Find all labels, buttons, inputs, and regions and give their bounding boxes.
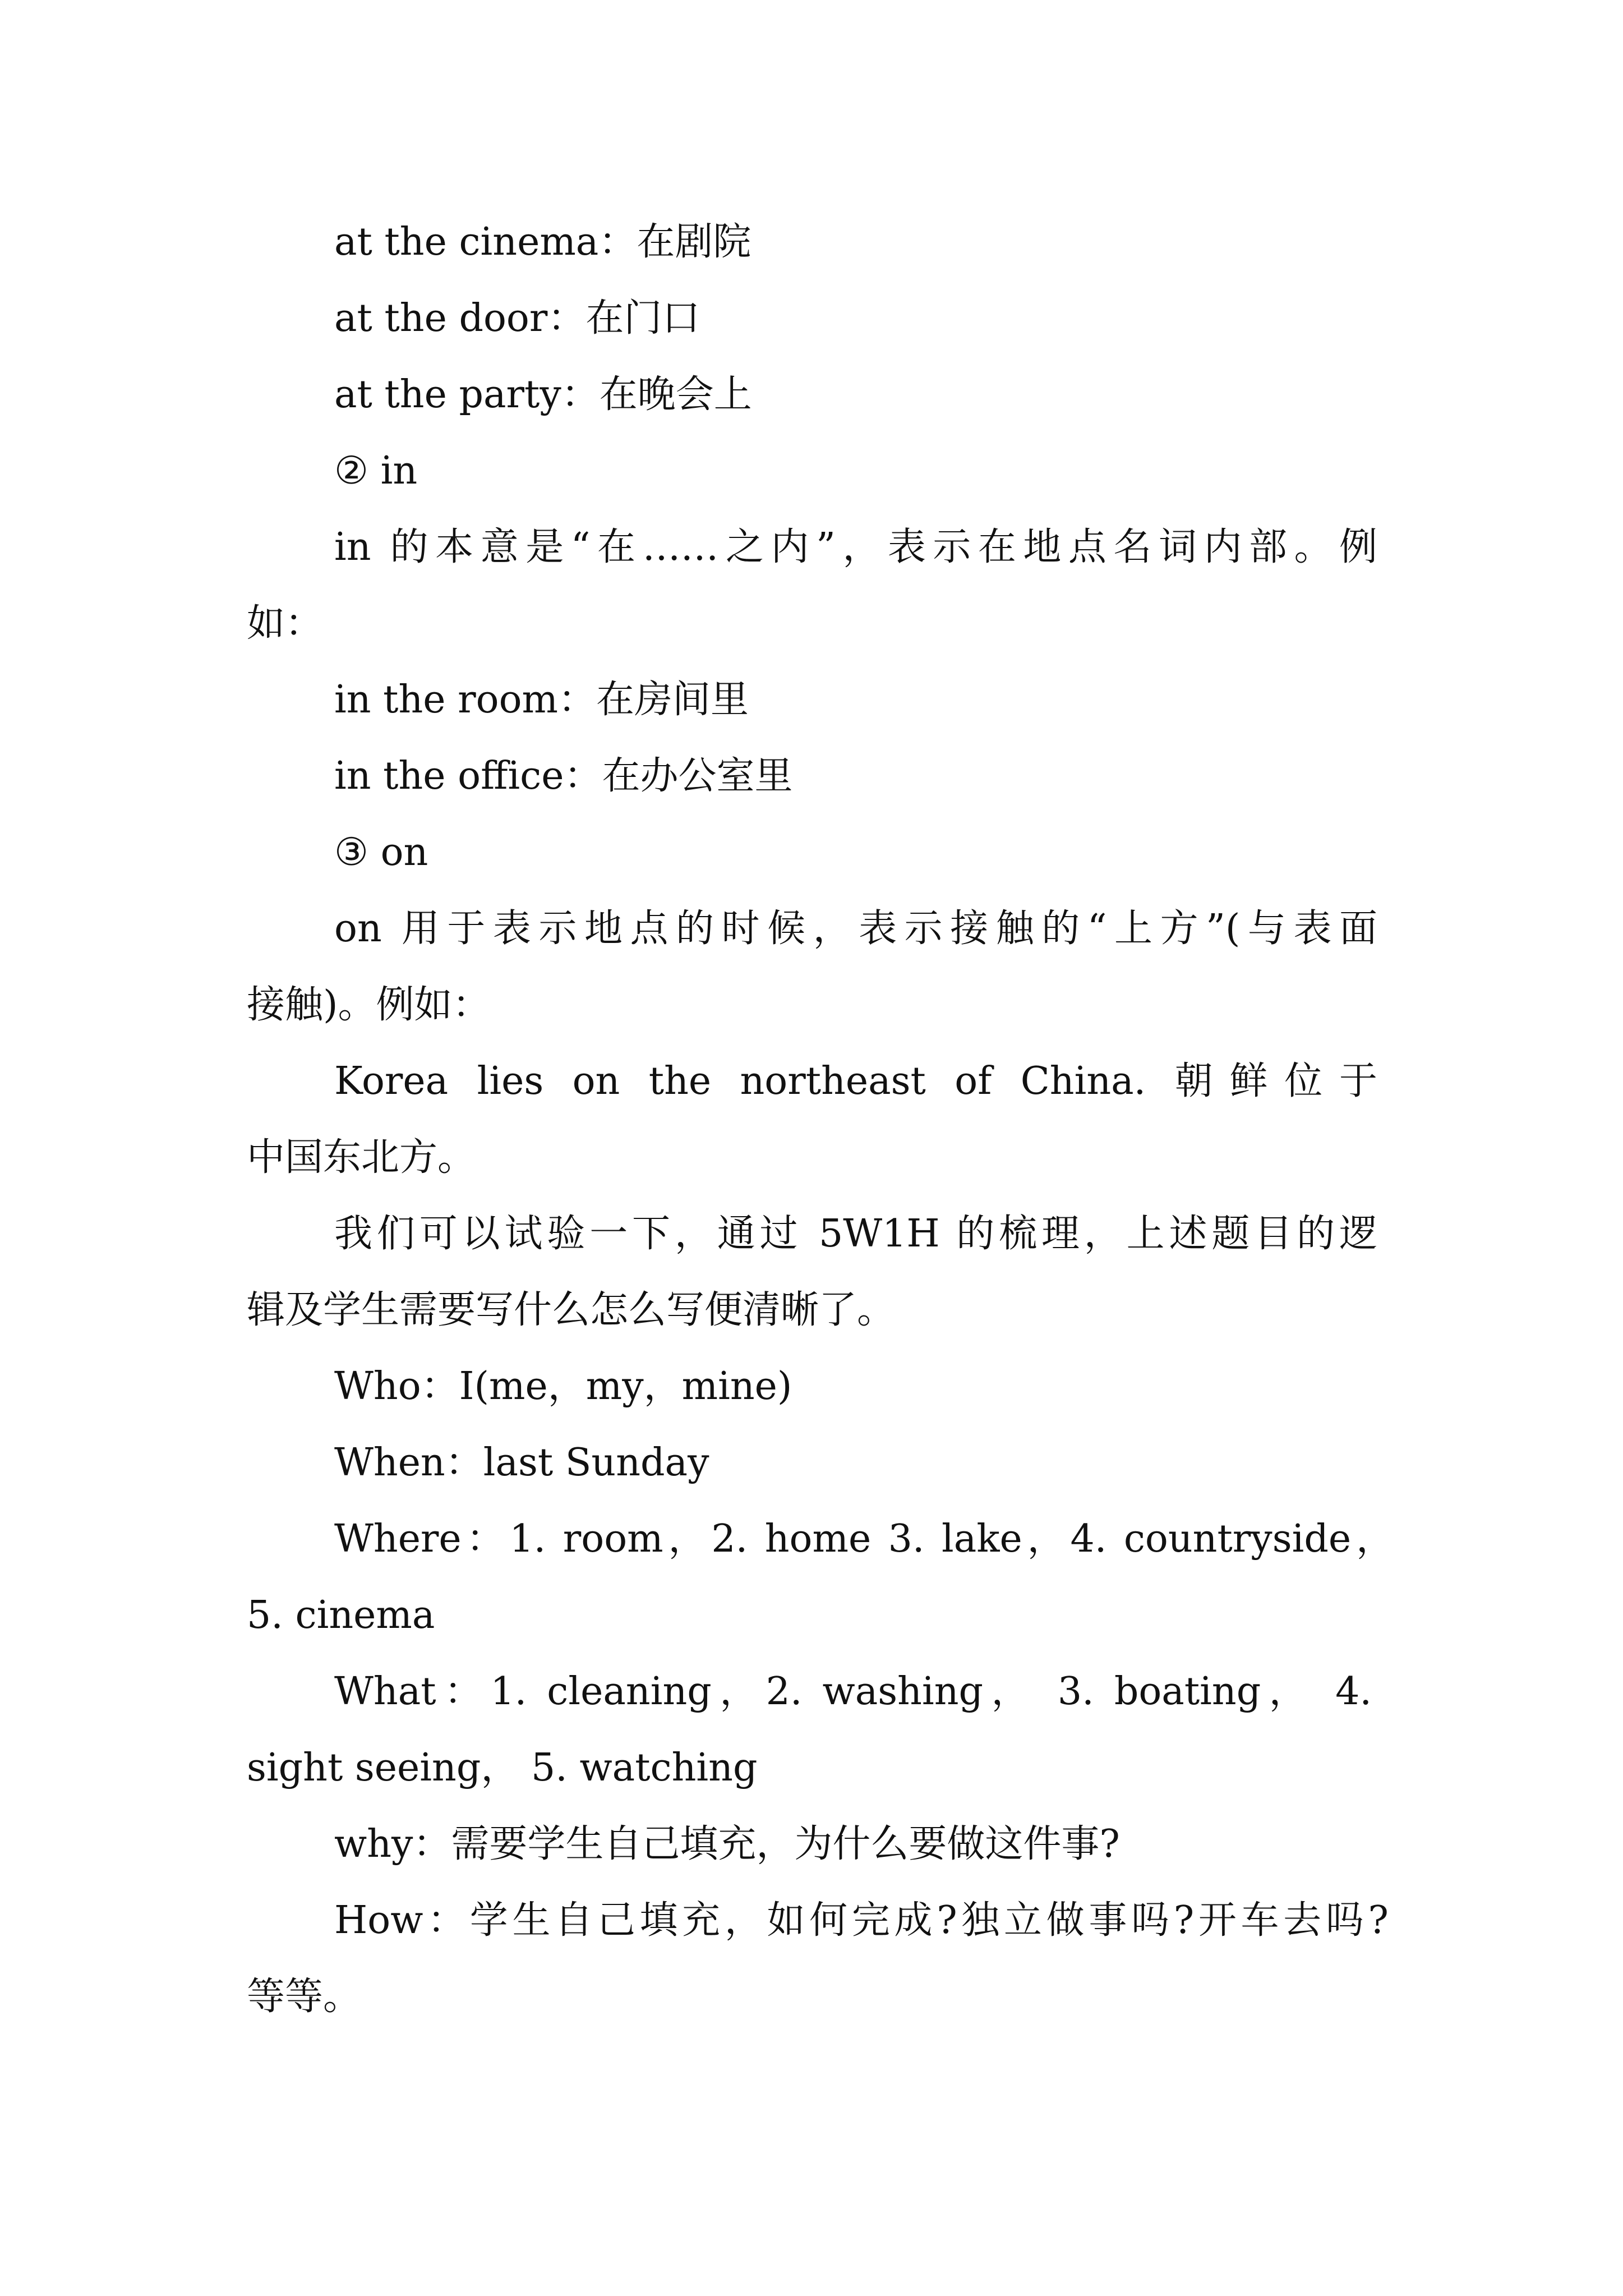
text-line: 等等。 (247, 1975, 362, 2019)
text-line: in the office：在办公室里 (334, 754, 793, 798)
text-line: When：last Sunday (334, 1441, 709, 1485)
text-line: Korea lies on the northeast of China. 朝鲜位于 (334, 1059, 1377, 1103)
text-line: 5. cinema (247, 1593, 435, 1637)
text-line: Where：1. room，2. home 3. lake，4. countryside， (334, 1517, 1394, 1561)
text-line: in 的本意是“在……之内”，表示在地点名词内部。例 (334, 525, 1377, 569)
text-line: 辑及学生需要写什么怎么写便清晰了。 (247, 1288, 896, 1332)
text-line: 我们可以试验一下，通过 5W1H 的梳理，上述题目的逻 (334, 1212, 1377, 1256)
text-line: How：学生自己填充，如何完成?独立做事吗?开车去吗? (334, 1898, 1389, 1943)
text-line: in the room：在房间里 (334, 678, 749, 722)
text-line: 如： (247, 601, 324, 646)
text-line: What：1. cleaning，2. washing， 3. boating， 4. (334, 1669, 1372, 1714)
list-marker-on: ③ on (334, 830, 428, 875)
text-line: at the cinema：在剧院 (334, 220, 751, 264)
text-line: 接触)。例如： (247, 983, 491, 1027)
text-line: at the party：在晚会上 (334, 372, 752, 417)
text-line: why：需要学生自己填充，为什么要做这件事? (334, 1822, 1120, 1866)
text-line: on 用于表示地点的时候，表示接触的“上方”(与表面 (334, 907, 1377, 951)
text-line: sight seeing， 5. watching (247, 1746, 758, 1790)
text-line: Who：I(me，my，mine) (334, 1364, 792, 1409)
text-line: 中国东北方。 (247, 1135, 476, 1180)
list-marker-in: ② in (334, 449, 418, 493)
text-line: at the door：在门口 (334, 296, 700, 341)
